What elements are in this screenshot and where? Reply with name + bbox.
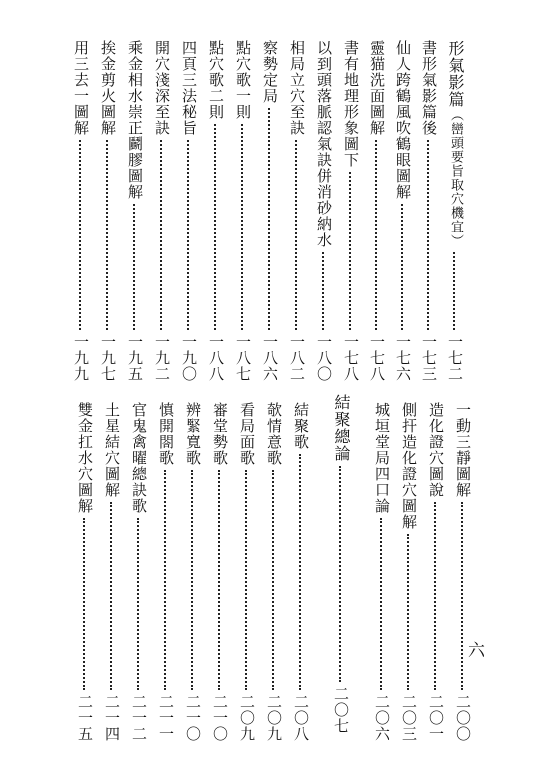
entry-title: 側扞造化證穴圖解 — [400, 402, 418, 530]
leader-dots — [214, 124, 218, 330]
entry-page-number: 一九二 — [153, 334, 171, 382]
entry-title: 官鬼禽曜總訣歌 — [130, 402, 148, 514]
entry-title: 相局立穴至訣 — [288, 40, 306, 136]
entry-title: 欹情意歌 — [265, 402, 283, 466]
leader-dots — [164, 470, 168, 690]
toc-entry — [124, 40, 146, 382]
entry-page-number: 一八六 — [261, 334, 279, 382]
entry-title: 城垣堂局四口論 — [373, 402, 391, 514]
entry-title: 看局面歌 — [238, 402, 256, 466]
toc-entry — [151, 40, 173, 382]
entry-page-number: 一九〇 — [180, 334, 198, 382]
leader-dots — [191, 470, 195, 690]
toc-entry — [232, 40, 254, 382]
entry-page-number: 一八七 — [234, 334, 252, 382]
toc-entry — [263, 402, 285, 742]
entry-page-number: 二一〇 — [184, 694, 202, 742]
toc-entry — [70, 40, 92, 382]
entry-title: 四頁三法秘旨 — [180, 40, 198, 136]
toc-entry — [286, 40, 308, 382]
toc-entry — [425, 402, 447, 742]
toc-entry — [178, 40, 200, 382]
entry-page-number: 一九五 — [126, 334, 144, 382]
entry-page-number: 二〇三 — [400, 694, 418, 742]
entry-page-number: 二一一 — [157, 694, 175, 742]
entry-title: 乘金相水崇正鬬膠圖解 — [126, 40, 144, 200]
toc-entry — [97, 40, 119, 382]
entry-title: 察勢定局 — [261, 40, 279, 104]
entry-title: 雙金扛水穴圖解 — [76, 402, 94, 514]
toc-entry — [398, 402, 420, 742]
entry-page-number: 二一〇 — [211, 694, 229, 742]
entry-page-number: 二一五 — [76, 694, 94, 742]
entry-page-number: 一七二 — [446, 334, 464, 382]
entry-title: 辨緊寬歌 — [184, 402, 202, 466]
toc-entry — [392, 40, 414, 382]
leader-dots — [339, 466, 343, 682]
toc-entry — [182, 402, 204, 742]
entry-page-number: 二〇九 — [238, 694, 256, 742]
entry-title: 土星結穴圖解 — [103, 402, 121, 498]
leader-dots — [241, 124, 245, 330]
entry-page-number: 一九七 — [99, 334, 117, 382]
leader-dots — [160, 140, 164, 330]
leader-dots — [295, 140, 299, 330]
entry-title: 點穴歌二則 — [207, 40, 225, 120]
leader-dots — [375, 140, 379, 330]
toc-entry — [209, 402, 231, 742]
entry-title: 仙人跨鶴風吹鶴眼圖解 — [394, 40, 412, 200]
leader-dots — [110, 502, 114, 690]
toc-entry — [205, 40, 227, 382]
entry-title: 慎開閤歌 — [157, 402, 175, 466]
toc-entry — [366, 40, 388, 382]
leader-dots — [245, 470, 249, 690]
toc-entry — [330, 394, 352, 734]
entry-page-number: 一八八 — [207, 334, 225, 382]
entry-title: 開穴淺深至訣 — [153, 40, 171, 136]
leader-dots — [79, 140, 83, 330]
toc-entry — [452, 402, 474, 742]
entry-note: （巒頭要旨取穴機宜） — [448, 108, 463, 248]
entry-page-number: 二〇八 — [292, 694, 310, 742]
entry-title: 結聚總論 — [332, 394, 351, 462]
toc-entry — [418, 40, 440, 382]
leader-dots — [434, 502, 438, 690]
toc-entry — [313, 40, 335, 382]
toc-entry — [128, 402, 150, 742]
leader-dots — [349, 172, 353, 330]
entry-page-number: 一七八 — [342, 334, 360, 382]
entry-title: 書形氣影篇後 — [420, 40, 438, 136]
entry-title: 一動三靜圖解 — [454, 402, 472, 498]
leader-dots — [137, 518, 141, 690]
entry-title: 靈猫洗面圖解 — [368, 40, 386, 136]
toc-entry — [259, 40, 281, 382]
leader-dots — [401, 204, 405, 330]
entry-page-number: 一七八 — [368, 334, 386, 382]
toc-entry — [101, 402, 123, 742]
leader-dots — [272, 470, 276, 690]
entry-title: 造化證穴圖說 — [427, 402, 445, 498]
entry-page-number: 一九九 — [72, 334, 90, 382]
entry-page-number: 一八〇 — [315, 334, 333, 382]
entry-page-number: 二〇六 — [373, 694, 391, 742]
entry-title: 用三去一圖解 — [72, 40, 90, 136]
toc-entry — [371, 402, 393, 742]
toc-entry — [290, 402, 312, 742]
leader-dots — [322, 252, 326, 330]
leader-dots — [133, 204, 137, 330]
entry-page-number: 二〇一 — [427, 694, 445, 742]
leader-dots — [299, 454, 303, 690]
leader-dots — [427, 140, 431, 330]
toc-entry — [155, 402, 177, 742]
entry-title: 點穴歌一則 — [234, 40, 252, 120]
entry-title: 挨金剪火圖解 — [99, 40, 117, 136]
entry-title: 形氣影篇（巒頭要旨取穴機宜） — [446, 40, 465, 248]
leader-dots — [380, 518, 384, 690]
leader-dots — [453, 252, 457, 330]
leader-dots — [268, 108, 272, 330]
entry-page-number: 二一二 — [130, 694, 148, 742]
folio-number: 六 — [468, 641, 485, 661]
leader-dots — [187, 140, 191, 330]
entry-title: 審堂勢歌 — [211, 402, 229, 466]
entry-title: 以到頭落脈認氣訣併消砂納水 — [315, 40, 333, 248]
leader-dots — [407, 534, 411, 690]
entry-title: 書有地理形象圖下 — [342, 40, 360, 168]
entry-page-number: 二〇九 — [265, 694, 283, 742]
toc-entry — [236, 402, 258, 742]
entry-page-number: 一七六 — [394, 334, 412, 382]
leader-dots — [218, 470, 222, 690]
entry-page-number: 二一四 — [103, 694, 121, 742]
toc-entry — [340, 40, 362, 382]
entry-page-number: 一八二 — [288, 334, 306, 382]
entry-page-number: 一七三 — [420, 334, 438, 382]
toc-entry — [74, 402, 96, 742]
leader-dots — [83, 518, 87, 690]
entry-page-number: 二〇七 — [332, 686, 350, 734]
toc-entry — [444, 40, 466, 382]
entry-page-number: 二〇〇 — [454, 694, 472, 742]
leader-dots — [461, 502, 465, 690]
leader-dots — [106, 140, 110, 330]
entry-title: 結聚歌 — [292, 402, 310, 450]
